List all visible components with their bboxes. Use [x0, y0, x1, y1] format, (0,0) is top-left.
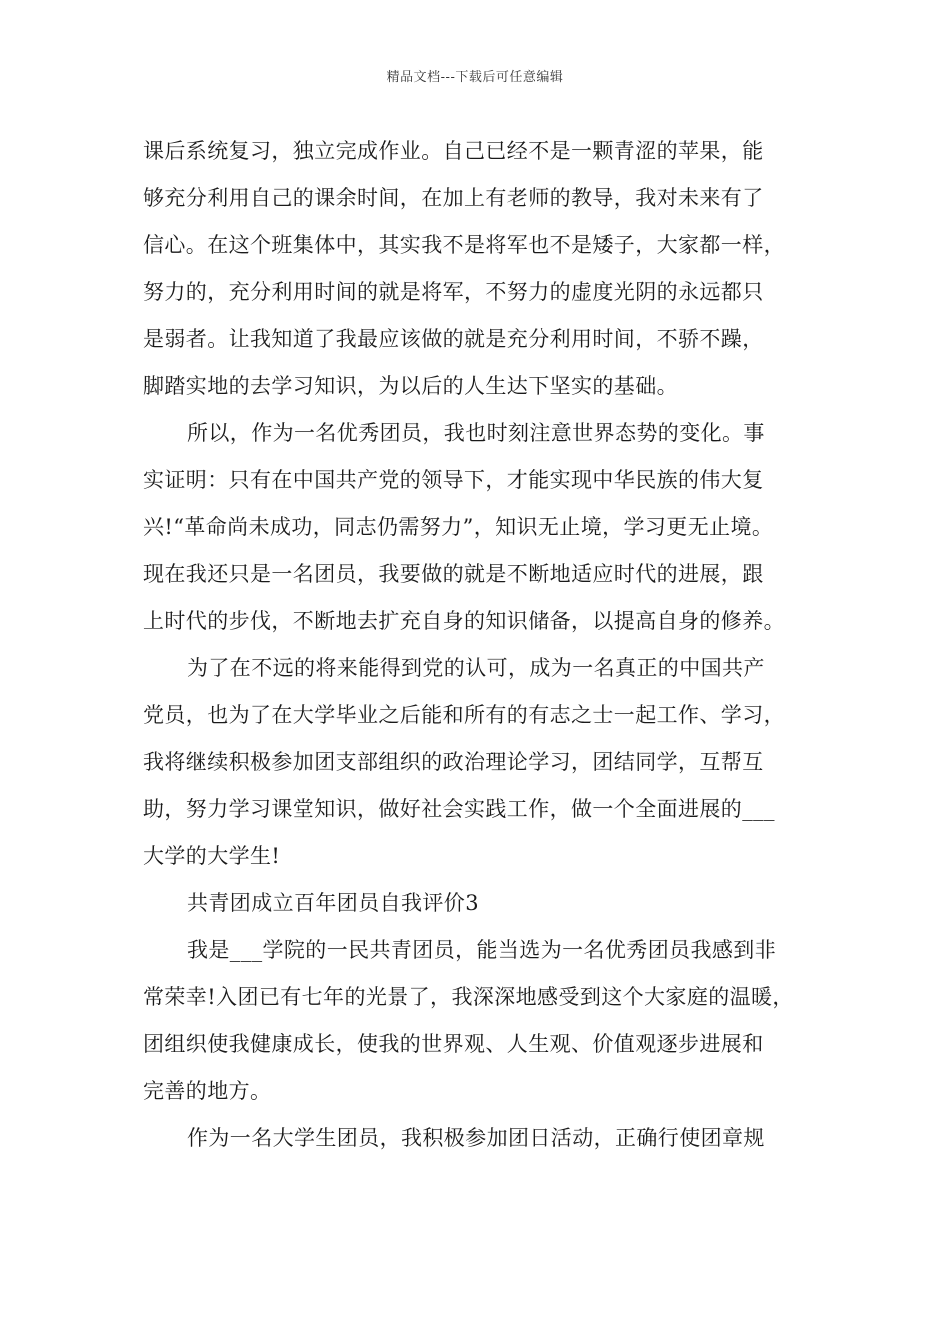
- page-header: 精品文档---下载后可任意编辑: [386, 70, 564, 85]
- text-line: 为了在不远的将来能得到党的认可，成为一名真正的中国共产: [187, 656, 765, 680]
- text-line: 现在我还只是一名团员，我要做的就是不断地适应时代的进展，跟: [143, 562, 764, 586]
- text-line: 大学的大学生!: [143, 844, 281, 868]
- text-line: 信心。在这个班集体中，其实我不是将军也不是矮子，大家都一样，: [143, 233, 785, 257]
- document-body: [143, 128, 813, 1162]
- text-line: 我将继续积极参加团支部组织的政治理论学习，团结同学，互帮互: [143, 750, 764, 774]
- text-line: 脚踏实地的去学习知识，为以后的人生达下坚实的基础。: [143, 374, 678, 398]
- text-line: 课后系统复习，独立完成作业。自己已经不是一颗青涩的苹果，能: [143, 139, 764, 163]
- text-line: 够充分利用自己的课余时间，在加上有老师的教导，我对未来有了: [143, 186, 764, 210]
- text-line: 上时代的步伐，不断地去扩充自身的知识储备，以提高自身的修养。: [143, 609, 785, 633]
- text-line: 实证明：只有在中国共产党的领导下，才能实现中华民族的伟大复: [143, 468, 764, 492]
- text-line: 所以，作为一名优秀团员，我也时刻注意世界态势的变化。事: [187, 421, 765, 445]
- text-line: 团组织使我健康成长，使我的世界观、人生观、价值观逐步进展和: [143, 1032, 764, 1056]
- text-line: 作为一名大学生团员，我积极参加团日活动，正确行使团章规: [187, 1126, 765, 1150]
- text-line: 完善的地方。: [143, 1079, 272, 1103]
- text-line: 是弱者。让我知道了我最应该做的就是充分利用时间，不骄不躁，: [143, 327, 764, 351]
- text-line: 助，努力学习课堂知识，做好社会实践工作，做一个全面进展的___: [143, 797, 775, 821]
- text-line: 努力的，充分利用时间的就是将军，不努力的虚度光阴的永远都只: [143, 280, 764, 304]
- text-line: 我是___学院的一民共青团员，能当选为一名优秀团员我感到非: [187, 938, 777, 962]
- text-line: 共青团成立百年团员自我评价3: [187, 891, 479, 915]
- text-line: 常荣幸!入团已有七年的光景了，我深深地感受到这个大家庭的温暖，: [143, 985, 794, 1009]
- text-line: 党员，也为了在大学毕业之后能和所有的有志之士一起工作、学习，: [143, 703, 785, 727]
- text-line: 兴!“革命尚未成功，同志仍需努力”，知识无止境，学习更无止境。: [143, 515, 774, 539]
